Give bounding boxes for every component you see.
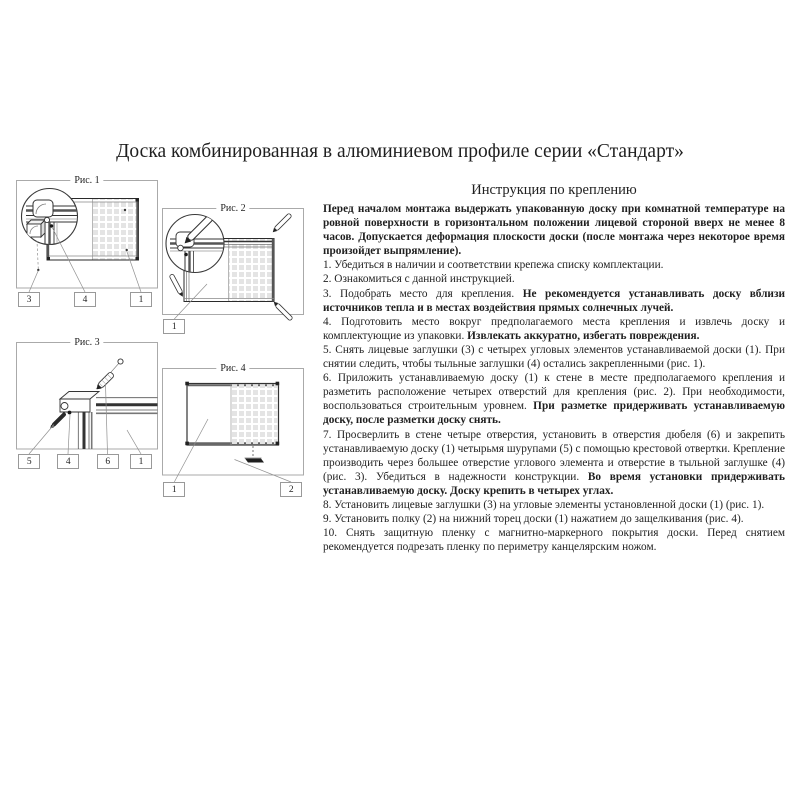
fig2-callout-1: 1 <box>163 319 185 334</box>
figure-4 <box>162 362 304 502</box>
figure-1 <box>16 174 158 314</box>
instruction-item-4: 4. Подготовить место вокруг предполагаемого места крепления и извлечь доску и комплектующие из упаковки. Извлекать аккуратно, избегать повреждения. <box>323 315 785 342</box>
figure-4-caption: Рис. 4 <box>216 363 249 374</box>
fig1-callout-1: 1 <box>130 292 152 307</box>
figure-3 <box>16 336 158 476</box>
figure-4-drawing <box>162 362 304 502</box>
instruction-item-7: 7. Просверлить в стене четыре отверстия, установить в отверстия дюбеля (6) и закрепить устанавливаемую доску (1) четырьмя шурупами (5) с помощью крестовой отвертки. Крепление производить через большее отверстие углового элемента и отверстие в тыльной заглушке (4) (рис. 3). Убедиться в надежности конструкции. Во время установки придерживать устанавливаемую доску. Доску крепить в четырех углах. <box>323 428 786 497</box>
figure-2-caption: Рис. 2 <box>216 203 249 214</box>
instruction-item-10: 10. Снять защитную пленку с магнитно-маркерного покрытия доски. Перед снятием рекомендуется подрезать пленку по периметру канцелярским ножом. <box>323 527 785 554</box>
instruction-item-6: 6. Приложить устанавливаемую доску (1) к стене в месте предполагаемого крепления и разметить расположение четырех отверстий для крепления (рис. 2). При необходимости, воспользоваться строительным уровнем. При разметке придерживать устанавливаемую доску, после разметки доску снять. <box>323 372 786 427</box>
fig3-callout-5: 5 <box>18 454 40 469</box>
instruction-item-9: 9. Установить полку (2) на нижний торец доски (1) нажатием до защелкивания (рис. 4). <box>323 513 744 526</box>
fig3-corner-element <box>60 392 99 415</box>
fig3-hole-mark <box>118 359 123 364</box>
figure-1-caption: Рис. 1 <box>70 175 103 186</box>
document-title: Доска комбинированная в алюминиевом профиле серии «Стандарт» <box>116 141 684 162</box>
fig3-callout-4: 4 <box>57 454 79 469</box>
intro-paragraph: Перед началом монтажа выдержать упакованную доску при комнатной температуре на ровной поверхности в горизонтальном положении лицевой стороной вверх не менее 8 часов. Допускается деформация плоскости доски (после монтажа через некоторое время произойдет выпрямление). <box>323 203 785 258</box>
fig2-pencil-bottom-right <box>272 300 293 321</box>
fig3-callout-6: 6 <box>97 454 119 469</box>
instruction-item-3: 3. Подобрать место для крепления. Не рекомендуется устанавливать доску вблизи источников тепла и в местах воздействия прямых солнечных лучей. <box>323 287 785 314</box>
instruction-item-5: 5. Снять лицевые заглушки (3) с четырех угловых элементов устанавливаемой доски (1). При снятии следить, чтобы тыльные заглушки (4) остались закрепленными (рис. 1). <box>323 343 785 371</box>
instruction-item-2: 2. Ознакомиться с данной инструкцией. <box>323 273 515 286</box>
instructions-heading: Инструкция по креплению <box>471 182 637 198</box>
figure-3-caption: Рис. 3 <box>70 337 103 348</box>
instructions-column <box>323 182 785 554</box>
fig2-pencil-top-right <box>271 213 292 234</box>
instruction-list <box>323 258 785 554</box>
figure-2 <box>162 202 304 342</box>
fig3-dowel <box>95 372 115 392</box>
fig3-callout-1: 1 <box>130 454 152 469</box>
fig4-callout-1: 1 <box>163 482 185 497</box>
instruction-item-1: 1. Убедиться в наличии и соответствии крепежа списку комплектации. <box>323 259 664 272</box>
fig4-shelf <box>245 458 265 463</box>
fig1-callout-3: 3 <box>18 292 40 307</box>
fig1-callout-4: 4 <box>74 292 96 307</box>
fig4-callout-2: 2 <box>280 482 302 497</box>
fig2-pencil-bottom-left <box>169 274 185 298</box>
instruction-item-8: 8. Установить лицевые заглушки (3) на угловые элементы установленной доски (1) (рис. 1). <box>323 498 765 511</box>
